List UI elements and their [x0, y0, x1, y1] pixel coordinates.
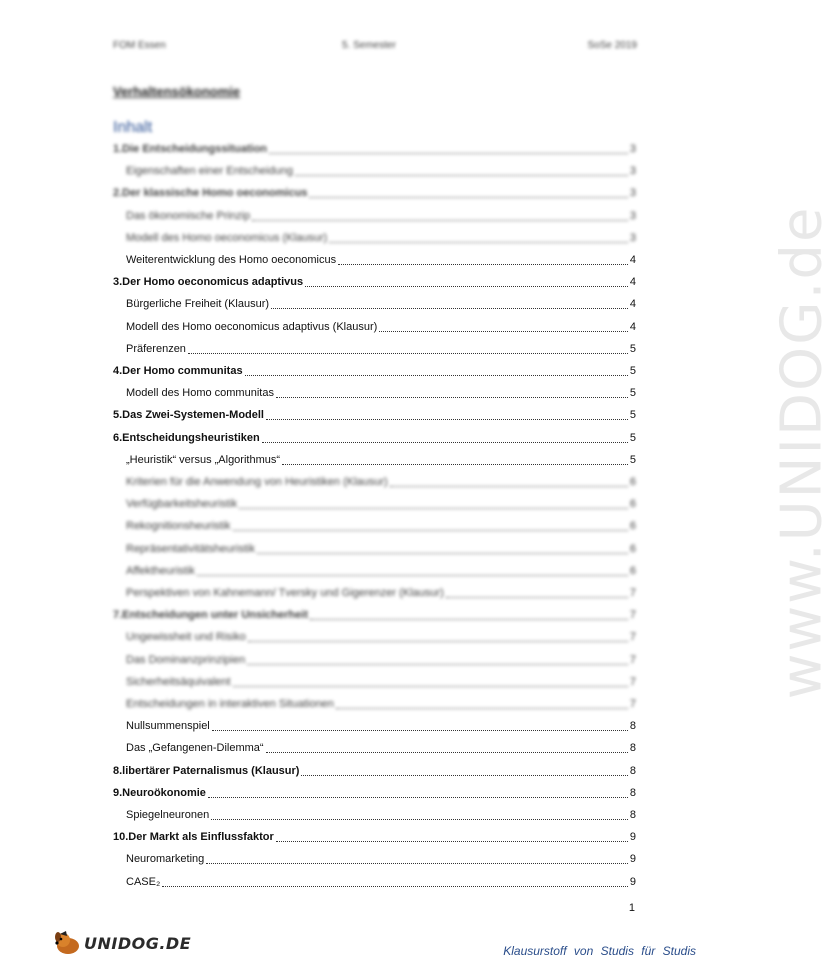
- page-number: 1: [628, 902, 635, 914]
- toc-entry-page: 7: [629, 631, 636, 644]
- toc-dot-leader: [233, 686, 628, 687]
- toc-entry-page: 6: [629, 476, 636, 488]
- toc-entry-page: 3: [629, 231, 636, 244]
- toc-entry-page: 7: [629, 698, 636, 710]
- toc-entry-title: 7.Entscheidungen unter Unsicherheit: [113, 609, 308, 622]
- toc-dot-leader: [252, 220, 628, 221]
- toc-entry-title: 5.Das Zwei-Systemen-Modell: [113, 409, 264, 422]
- toc-dot-leader: [338, 264, 628, 265]
- toc-dot-leader: [276, 397, 628, 398]
- toc-entry[interactable]: [126, 316, 636, 334]
- toc-entry-page: 3: [629, 187, 636, 200]
- toc-entry-page: 6: [629, 542, 636, 555]
- toc-entry-page: 8: [629, 809, 636, 821]
- toc-entry[interactable]: [113, 760, 636, 778]
- toc-entry[interactable]: [113, 782, 636, 800]
- toc-entry[interactable]: [113, 271, 636, 289]
- toc-entry-title: Spiegelneuronen: [126, 809, 210, 821]
- toc-entry[interactable]: [113, 360, 636, 378]
- toc-entry-page: 8: [629, 786, 636, 799]
- toc-entry-title: Affektheuristik: [126, 564, 195, 577]
- toc-dot-leader: [309, 197, 627, 198]
- toc-entry-title: Präferenzen: [126, 342, 186, 355]
- toc-entry-page: 7: [629, 653, 636, 666]
- toc-entry[interactable]: [126, 471, 636, 489]
- toc-entry[interactable]: [113, 427, 636, 445]
- toc-entry-page: 3: [629, 209, 636, 222]
- toc-entry[interactable]: [126, 205, 636, 223]
- toc-entry-page: 4: [629, 320, 636, 333]
- toc-entry-page: 8: [629, 742, 636, 755]
- toc-entry[interactable]: [113, 826, 636, 844]
- toc-dot-leader: [162, 886, 628, 887]
- toc-dot-leader: [379, 331, 628, 332]
- toc-dot-leader: [206, 863, 628, 864]
- footer-logo: [52, 930, 191, 956]
- toc-entry-page: 5: [629, 365, 636, 377]
- toc-dot-leader: [262, 442, 628, 443]
- toc-dot-leader: [295, 175, 628, 176]
- toc-entry-title: „Heuristik“ versus „Algorithmus“: [126, 453, 281, 466]
- toc-dot-leader: [305, 286, 628, 287]
- toc-entry-title: Entscheidungen in interaktiven Situationen: [126, 698, 334, 710]
- toc-entry-page: 7: [629, 587, 636, 599]
- toc-entry-page: 7: [629, 609, 636, 622]
- toc-dot-leader: [248, 641, 628, 642]
- toc-entry[interactable]: [126, 249, 636, 267]
- toc-entry[interactable]: [126, 671, 636, 689]
- document-title: Verhaltensökonomie: [113, 84, 241, 99]
- toc-entry[interactable]: [126, 871, 636, 889]
- toc-dot-leader: [271, 308, 628, 309]
- toc-entry-page: 5: [629, 431, 636, 444]
- toc-entry-page: 9: [629, 853, 636, 866]
- toc-entry[interactable]: [126, 560, 636, 578]
- toc-dot-leader: [446, 597, 628, 598]
- toc-entry-title: 1.Die Entscheidungssituation: [113, 143, 268, 155]
- toc-entry[interactable]: [126, 160, 636, 178]
- toc-entry-title: Bürgerliche Freiheit (Klausur): [126, 298, 270, 311]
- toc-entry-title: Das Dominanzprinzipien: [126, 653, 246, 666]
- toc-entry-title: 9.Neuroökonomie: [113, 786, 206, 799]
- toc-dot-leader: [336, 708, 628, 709]
- toc-dot-leader: [188, 353, 628, 354]
- toc-entry-page: 4: [629, 276, 636, 289]
- header-left: FOM Essen: [113, 40, 166, 51]
- toc-dot-leader: [310, 619, 628, 620]
- toc-entry-title: Das ökonomische Prinzip: [126, 209, 251, 222]
- toc-dot-leader: [211, 819, 628, 820]
- toc-entry-page: 4: [629, 254, 636, 266]
- toc-entry-page: 3: [629, 165, 636, 178]
- toc-entry-title: Modell des Homo oeconomicus (Klausur): [126, 231, 328, 244]
- toc-dot-leader: [212, 730, 628, 731]
- toc-dot-leader: [239, 508, 628, 509]
- toc-dot-leader: [257, 553, 628, 554]
- toc-entry-title: 3.Der Homo oeconomicus adaptivus: [113, 276, 304, 289]
- toc-entry[interactable]: [126, 626, 636, 644]
- header-right: SoSe 2019: [587, 40, 637, 51]
- toc-entry[interactable]: [126, 227, 636, 245]
- toc-entry-title: Modell des Homo oeconomicus adaptivus (Klausur): [126, 320, 378, 333]
- toc-entry-title: Kriterien für die Anwendung von Heuristiken (Klausur): [126, 476, 388, 488]
- toc-dot-leader: [276, 841, 628, 842]
- footer-tagline: Klausurstoff von Studis für Studis: [503, 944, 696, 958]
- toc-entry[interactable]: [126, 293, 636, 311]
- toc-dot-leader: [208, 797, 628, 798]
- toc-entry-title: Rekognitionsheuristik: [126, 520, 231, 533]
- toc-entry[interactable]: [113, 404, 636, 422]
- toc-entry-page: 5: [629, 409, 636, 422]
- toc-entry-page: 5: [629, 342, 636, 355]
- toc-entry-page: 6: [629, 520, 636, 533]
- toc-dot-leader: [197, 575, 628, 576]
- toc-dot-leader: [301, 775, 627, 776]
- toc-entry-title: Sicherheitsäquivalent: [126, 675, 231, 688]
- toc-entry-title: Perspektiven von Kahnemann/ Tversky und Gigerenzer (Klausur): [126, 587, 444, 599]
- toc-entry-title: Ungewissheit und Risiko: [126, 631, 246, 644]
- toc-entry-page: 9: [629, 875, 636, 888]
- toc-entry-title: Das „Gefangenen-Dilemma“: [126, 742, 264, 755]
- toc-entry-title: Neuromarketing: [126, 853, 205, 866]
- toc-entry-page: 3: [629, 143, 636, 155]
- toc-dot-leader: [247, 664, 628, 665]
- toc-entry[interactable]: [126, 493, 636, 511]
- toc-entry-title: Repräsentativitätsheuristik: [126, 542, 256, 555]
- toc-entry-title: Weiterentwicklung des Homo oeconomicus: [126, 254, 337, 266]
- toc-entry[interactable]: [126, 693, 636, 711]
- toc-entry-page: 8: [629, 720, 636, 733]
- toc-entry[interactable]: [126, 715, 636, 733]
- toc-entry-title: 10.Der Markt als Einflussfaktor: [113, 831, 274, 844]
- toc-heading: Inhalt: [113, 119, 153, 136]
- toc-dot-leader: [233, 530, 628, 531]
- toc-entry-title: CASE₂: [126, 875, 161, 888]
- toc-entry[interactable]: [126, 538, 636, 556]
- toc-dot-leader: [269, 153, 628, 154]
- toc-entry-title: 4.Der Homo communitas: [113, 365, 243, 377]
- toc-entry-page: 9: [629, 831, 636, 844]
- toc-entry-page: 7: [629, 675, 636, 688]
- toc-entry[interactable]: [126, 582, 636, 600]
- toc-entry[interactable]: [126, 515, 636, 533]
- toc-entry[interactable]: [126, 449, 636, 467]
- toc-entry-title: Verfügbarkeitsheuristik: [126, 498, 238, 511]
- toc-entry-title: Eigenschaften einer Entscheidung: [126, 165, 293, 178]
- toc-entry[interactable]: [126, 338, 636, 356]
- toc-dot-leader: [282, 464, 628, 465]
- toc-entry-title: Modell des Homo communitas: [126, 387, 274, 400]
- toc-entry-title: 6.Entscheidungsheuristiken: [113, 431, 260, 444]
- toc-entry[interactable]: [126, 649, 636, 667]
- toc-entry-page: 5: [629, 453, 636, 466]
- dog-logo-icon: [52, 930, 82, 956]
- toc-entry-page: 5: [629, 387, 636, 400]
- toc-entry-page: 8: [629, 764, 636, 777]
- toc-entry-title: 2.Der klassische Homo oeconomicus: [113, 187, 308, 200]
- watermark: www.UNIDOG.de: [769, 205, 834, 700]
- toc-dot-leader: [245, 375, 628, 376]
- toc-entry-page: 6: [629, 498, 636, 511]
- toc-entry[interactable]: [126, 382, 636, 400]
- toc-entry[interactable]: [113, 604, 636, 622]
- toc-entry-title: 8.libertärer Paternalismus (Klausur): [113, 764, 300, 777]
- toc-entry[interactable]: [126, 737, 636, 755]
- toc-entry-title: Nullsummenspiel: [126, 720, 210, 733]
- header-center: 5. Semester: [342, 40, 396, 51]
- toc-entry[interactable]: [126, 804, 636, 822]
- toc-dot-leader: [390, 486, 628, 487]
- toc-entry-page: 4: [629, 298, 636, 311]
- toc-entry[interactable]: [113, 138, 636, 156]
- toc-dot-leader: [329, 242, 628, 243]
- toc-entry-page: 6: [629, 564, 636, 577]
- toc-dot-leader: [266, 752, 628, 753]
- toc-entry[interactable]: [126, 848, 636, 866]
- toc-entry[interactable]: [113, 182, 636, 200]
- toc-dot-leader: [266, 419, 628, 420]
- logo-text: UNIDOG.DE: [84, 933, 192, 953]
